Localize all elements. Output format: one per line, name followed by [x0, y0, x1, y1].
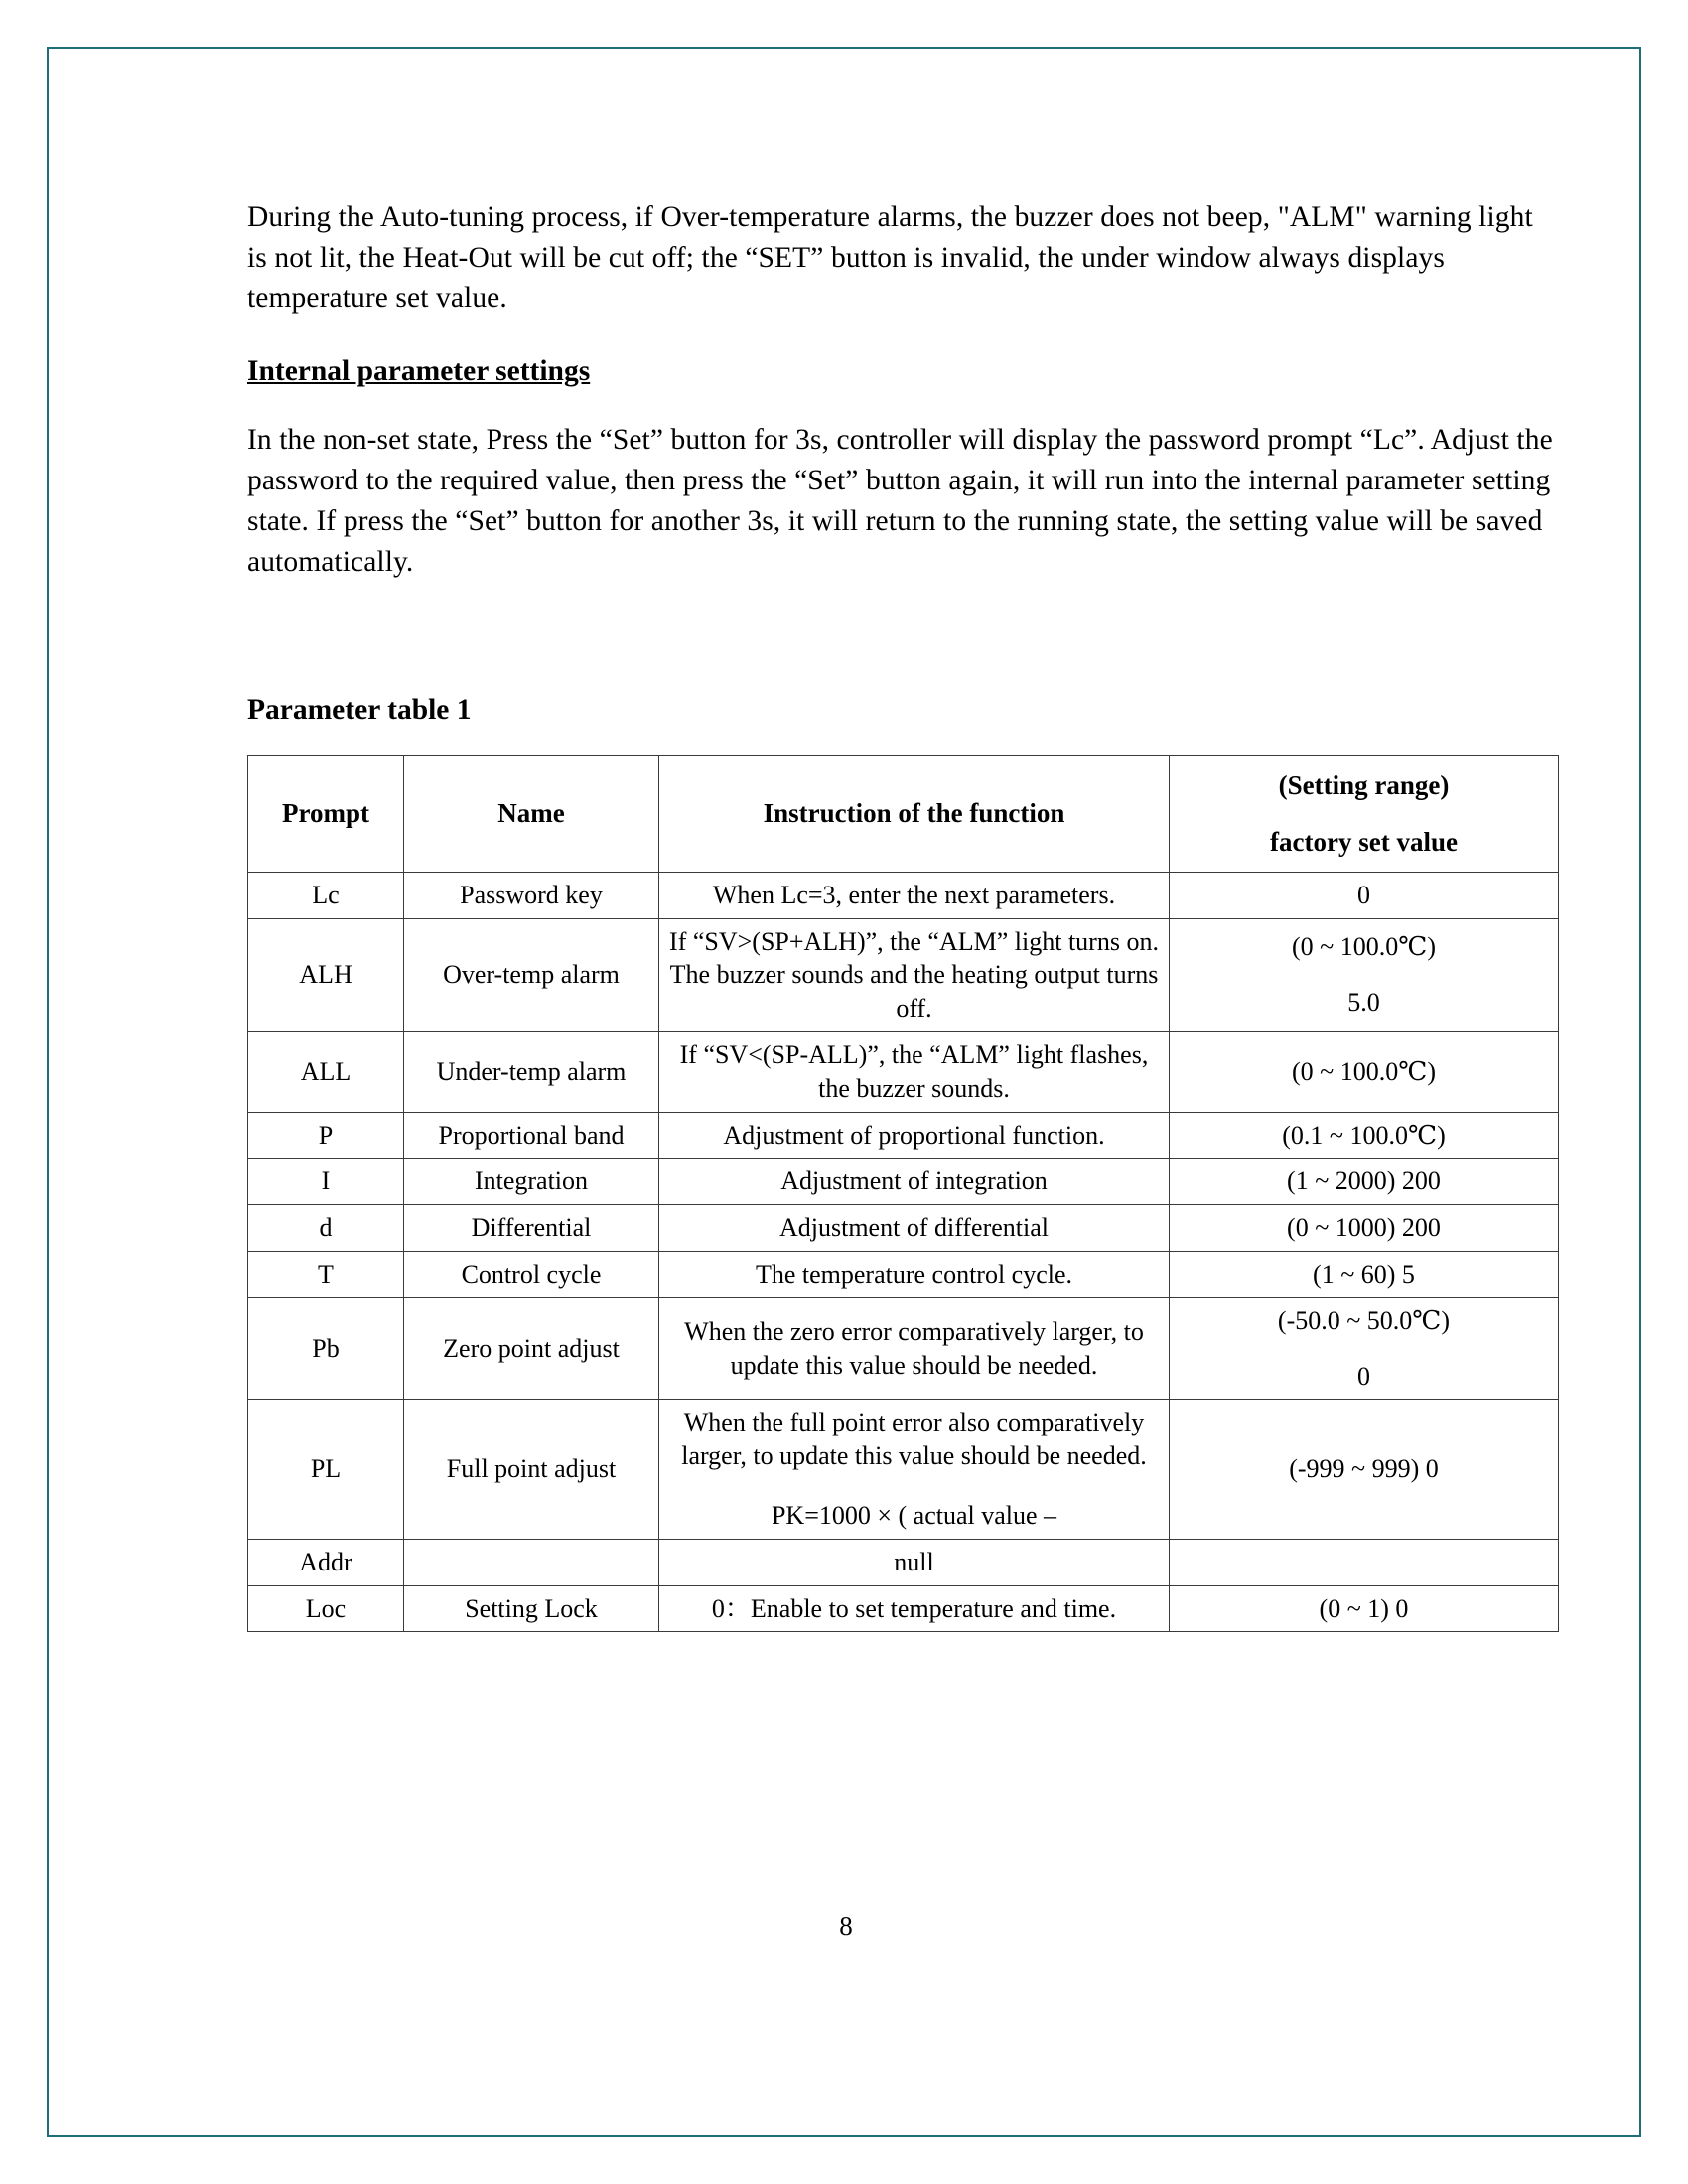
column-header-setting-range: [1170, 755, 1559, 872]
table-row: [248, 1205, 1559, 1252]
cell-name: Over-temp alarm: [404, 918, 659, 1031]
cell-instruction: [659, 872, 1170, 918]
cell-name: Proportional band: [404, 1112, 659, 1159]
table-row: [248, 1539, 1559, 1585]
factory-set-value: 5.0: [1347, 988, 1380, 1018]
column-header-setting-range-line1: (Setting range): [1278, 769, 1450, 800]
instruction-text: If “SV<(SP-ALL)”, the “ALM” light flashes, the buzzer sounds.: [679, 1039, 1149, 1103]
instruction-text: When Lc=3, enter the next parameters.: [712, 880, 1116, 909]
cell-prompt: ALH: [248, 918, 404, 1031]
cell-instruction: [659, 1251, 1170, 1297]
cell-name: Zero point adjust: [404, 1297, 659, 1400]
cell-prompt: Pb: [248, 1297, 404, 1400]
section-paragraph: In the non-set state, Press the “Set” button for 3s, controller will display the password prompt “Lc”. Adjust the password to the required value, then press the “Set” button again, it will run into the internal parameter setting state. If press the “Set” button for another 3s, it will return to the running state, the setting value will be saved automatically.: [247, 424, 1553, 578]
cell-instruction: [659, 1031, 1170, 1112]
cell-setting-range: [1170, 1251, 1559, 1297]
vertical-spacer: [247, 615, 1558, 691]
factory-set-value: 0: [1357, 880, 1370, 909]
instruction-text: When the full point error also comparatively larger, to update this value should be needed.: [681, 1408, 1147, 1471]
cell-name: [404, 1539, 659, 1585]
instruction-text: When the zero error comparatively larger, to update this value should be needed.: [684, 1316, 1144, 1380]
cell-name: Integration: [404, 1159, 659, 1205]
cell-setting-range: [1170, 1112, 1559, 1159]
cell-instruction: [659, 1297, 1170, 1400]
cell-prompt: I: [248, 1159, 404, 1205]
cell-prompt: Loc: [248, 1585, 404, 1632]
setting-range-text: (0 ~ 100.0℃): [1292, 932, 1436, 962]
cell-prompt: Lc: [248, 872, 404, 918]
cell-instruction: [659, 918, 1170, 1031]
cell-setting-range: [1170, 1205, 1559, 1252]
cell-name: Control cycle: [404, 1251, 659, 1297]
cell-instruction: [659, 1112, 1170, 1159]
instruction-text: null: [894, 1547, 934, 1576]
table-row: [248, 1585, 1559, 1632]
parameter-table-1: [247, 755, 1559, 1633]
cell-instruction: [659, 1400, 1170, 1539]
instruction-text: The temperature control cycle.: [755, 1259, 1073, 1289]
page-border-frame: [47, 47, 1641, 2137]
table-header: [248, 755, 1559, 872]
setting-range-text: (-999 ~ 999) 0: [1289, 1454, 1439, 1484]
table-row: [248, 1159, 1559, 1205]
setting-range-text: (1 ~ 2000) 200: [1287, 1166, 1441, 1196]
setting-range-text: (1 ~ 60) 5: [1313, 1259, 1415, 1289]
page-content: [247, 198, 1558, 1632]
instruction-text: 0：Enable to set temperature and time.: [711, 1593, 1117, 1623]
intro-paragraph: During the Auto-tuning process, if Over-temperature alarms, the buzzer does not beep, "ALM" warning light is not lit, the Heat-Out will be cut off; the “SET” button is invalid, the under window always displays temperature set value.: [247, 202, 1533, 315]
instruction-text: If “SV>(SP+ALH)”, the “ALM” light turns on. The buzzer sounds and the heating output turns off.: [669, 926, 1159, 1024]
cell-instruction: [659, 1205, 1170, 1252]
cell-setting-range: [1170, 1585, 1559, 1632]
table-row: [248, 1297, 1559, 1400]
cell-prompt: Addr: [248, 1539, 404, 1585]
page-number: 8: [839, 1911, 853, 1941]
setting-range-text: (0 ~ 100.0℃): [1292, 1056, 1436, 1086]
cell-prompt: d: [248, 1205, 404, 1252]
table-row: [248, 1112, 1559, 1159]
parameter-table-caption: Parameter table 1: [247, 694, 472, 727]
column-header-setting-range-line2: factory set value: [1270, 826, 1458, 857]
cell-prompt: T: [248, 1251, 404, 1297]
cell-setting-range: [1170, 1539, 1559, 1585]
table-body: [248, 872, 1559, 1632]
table-row: [248, 918, 1559, 1031]
section-heading-internal-parameter-settings: Internal parameter settings: [247, 355, 591, 388]
instruction-formula: PK=1000 × ( actual value –: [771, 1500, 1057, 1530]
table-row: [248, 1031, 1559, 1112]
cell-prompt: P: [248, 1112, 404, 1159]
cell-name: Password key: [404, 872, 659, 918]
cell-setting-range: [1170, 918, 1559, 1031]
factory-set-value: 0: [1357, 1361, 1370, 1391]
cell-setting-range: [1170, 1400, 1559, 1539]
cell-name: Under-temp alarm: [404, 1031, 659, 1112]
cell-prompt: ALL: [248, 1031, 404, 1112]
table-row: [248, 1251, 1559, 1297]
cell-setting-range: [1170, 872, 1559, 918]
column-header-name: Name: [404, 755, 659, 872]
cell-setting-range: [1170, 1031, 1559, 1112]
column-header-instruction: Instruction of the function: [659, 755, 1170, 872]
instruction-text: Adjustment of integration: [780, 1166, 1048, 1196]
instruction-text: Adjustment of differential: [778, 1213, 1049, 1243]
cell-prompt: PL: [248, 1400, 404, 1539]
column-header-prompt: Prompt: [248, 755, 404, 872]
instruction-text: Adjustment of proportional function.: [723, 1120, 1105, 1150]
cell-setting-range: [1170, 1297, 1559, 1400]
table-row: [248, 872, 1559, 918]
setting-range-text: (-50.0 ~ 50.0℃): [1277, 1305, 1451, 1335]
setting-range-text: (0 ~ 1000) 200: [1287, 1213, 1441, 1243]
cell-instruction: [659, 1585, 1170, 1632]
cell-setting-range: [1170, 1159, 1559, 1205]
setting-range-text: (0.1 ~ 100.0℃): [1282, 1120, 1446, 1150]
cell-instruction: [659, 1159, 1170, 1205]
cell-instruction: [659, 1539, 1170, 1585]
cell-name: Setting Lock: [404, 1585, 659, 1632]
cell-name: Differential: [404, 1205, 659, 1252]
setting-range-text: (0 ~ 1) 0: [1319, 1593, 1409, 1623]
table-row: [248, 1400, 1559, 1539]
cell-name: Full point adjust: [404, 1400, 659, 1539]
table-header-row: [248, 755, 1559, 872]
